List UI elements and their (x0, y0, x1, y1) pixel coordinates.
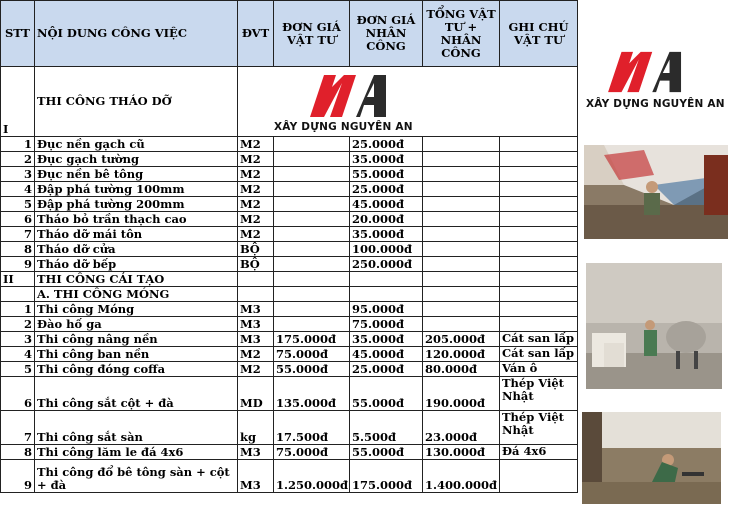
row-material-price (274, 167, 350, 182)
row-unit: M2 (238, 212, 274, 227)
row-stt: 4 (1, 347, 35, 362)
row-note (500, 137, 578, 152)
row-total (423, 197, 500, 212)
table-row (1, 302, 578, 317)
row-note (500, 257, 578, 272)
row-material-price (274, 302, 350, 317)
row-labor-price: 175.000đ (350, 460, 423, 493)
row-note (500, 242, 578, 257)
row-unit: M2 (238, 227, 274, 242)
row-total: 1.400.000đ (423, 460, 500, 493)
table-row (1, 445, 578, 460)
row-material-price: 75.000đ (274, 445, 350, 460)
row-stt: 5 (1, 362, 35, 377)
row-labor-price: 55.000đ (350, 167, 423, 182)
row-note (500, 317, 578, 332)
row-material-price (274, 152, 350, 167)
table-row (1, 197, 578, 212)
row-material-price (274, 182, 350, 197)
row-total (423, 242, 500, 257)
row-name: Đào hố ga (35, 317, 238, 332)
row-material-price (274, 227, 350, 242)
header-stt: STT (1, 1, 35, 67)
row-name: Thi công đổ bê tông sàn + cột + đà (35, 460, 238, 493)
row-unit: kg (238, 411, 274, 445)
row-name: Thi công Móng (35, 302, 238, 317)
row-name: Thi công đóng coffa (35, 362, 238, 377)
header-note: GHI CHÚ VẬT TƯ (500, 1, 578, 67)
row-stt: 9 (1, 257, 35, 272)
row-labor-price: 35.000đ (350, 227, 423, 242)
row-labor-price: 25.000đ (350, 362, 423, 377)
logo-cell (238, 67, 578, 137)
row-name: Đập phá tường 100mm (35, 182, 238, 197)
header-row (1, 1, 578, 67)
row-total (423, 167, 500, 182)
row-unit: BỘ (238, 257, 274, 272)
header-content: NỘI DUNG CÔNG VIỆC (35, 1, 238, 67)
row-labor-price: 35.000đ (350, 152, 423, 167)
row-note (500, 302, 578, 317)
row-stt: 6 (1, 212, 35, 227)
row-material-price (274, 257, 350, 272)
row-name: Tháo dỡ mái tôn (35, 227, 238, 242)
row-material-price (274, 212, 350, 227)
row-note: Cát san lấp (500, 347, 578, 362)
row-total: 23.000đ (423, 411, 500, 445)
row-stt: 5 (1, 197, 35, 212)
row-material-price (274, 137, 350, 152)
row-material-price: 75.000đ (274, 347, 350, 362)
row-labor-price: 250.000đ (350, 257, 423, 272)
row-unit: M3 (238, 445, 274, 460)
row-labor-price: 55.000đ (350, 377, 423, 411)
row-stt: 6 (1, 377, 35, 411)
row-name: Thi công sắt sàn (35, 411, 238, 445)
row-material-price (274, 242, 350, 257)
row-note (500, 182, 578, 197)
row-material-price: 17.500đ (274, 411, 350, 445)
row-total: 130.000đ (423, 445, 500, 460)
row-unit: M2 (238, 347, 274, 362)
header-material-price: ĐƠN GIÁ VẬT TƯ (274, 1, 350, 67)
row-unit: M3 (238, 332, 274, 347)
row-labor-price: 45.000đ (350, 347, 423, 362)
row-labor-price: 45.000đ (350, 197, 423, 212)
row-stt: 2 (1, 152, 35, 167)
section-title-text: THI CÔNG THÁO DỠ (37, 94, 172, 108)
row-note (500, 460, 578, 493)
row-note: Thép Việt Nhật (500, 377, 578, 411)
table-row (1, 362, 578, 377)
row-material-price (274, 197, 350, 212)
table-row (1, 152, 578, 167)
row-total (423, 182, 500, 197)
row-stt: 7 (1, 411, 35, 445)
table-row (1, 411, 578, 445)
row-note: Thép Việt Nhật (500, 411, 578, 445)
row-labor-price: 55.000đ (350, 445, 423, 460)
section-roman: II (1, 272, 35, 287)
row-name: Thi công nâng nền (35, 332, 238, 347)
row-total (423, 212, 500, 227)
brand-name-text: XÂY DỰNG NGUYÊN AN (274, 121, 413, 133)
row-name: Thi công ban nền (35, 347, 238, 362)
row-material-price: 135.000đ (274, 377, 350, 411)
table-row (1, 242, 578, 257)
row-stt: 3 (1, 167, 35, 182)
row-name: Thi công sắt cột + đà (35, 377, 238, 411)
row-total (423, 317, 500, 332)
row-total (423, 152, 500, 167)
table-row (1, 347, 578, 362)
row-unit: M2 (238, 197, 274, 212)
table-row (1, 257, 578, 272)
row-stt: 7 (1, 227, 35, 242)
row-name: Đục nền bê tông (35, 167, 238, 182)
row-name: Tháo bỏ trần thạch cao (35, 212, 238, 227)
brand-logo-icon (302, 71, 422, 121)
row-stt: 2 (1, 317, 35, 332)
row-stt: 9 (1, 460, 35, 493)
row-name: Tháo dỡ bếp (35, 257, 238, 272)
row-name: Đục nền gạch cũ (35, 137, 238, 152)
table-row (1, 137, 578, 152)
row-total: 120.000đ (423, 347, 500, 362)
row-unit: M2 (238, 167, 274, 182)
row-unit: M2 (238, 182, 274, 197)
row-stt: 8 (1, 445, 35, 460)
row-unit: M2 (238, 362, 274, 377)
row-stt: 1 (1, 302, 35, 317)
header-unit: ĐVT (238, 1, 274, 67)
demolition-photo (584, 145, 728, 239)
row-stt: 4 (1, 182, 35, 197)
brand-logo-icon (598, 48, 718, 96)
row-unit: BỘ (238, 242, 274, 257)
header-total: TỔNG VẬT TƯ + NHÂN CÔNG (423, 1, 500, 67)
row-unit: M3 (238, 317, 274, 332)
table-row (1, 460, 578, 493)
row-total (423, 257, 500, 272)
table-row (1, 167, 578, 182)
row-unit: M3 (238, 302, 274, 317)
section-row (1, 272, 578, 287)
construction-photo (586, 263, 722, 389)
table-row (1, 377, 578, 411)
row-total (423, 302, 500, 317)
row-labor-price: 20.000đ (350, 212, 423, 227)
row-total: 205.000đ (423, 332, 500, 347)
row-note: Đá 4x6 (500, 445, 578, 460)
row-name: Đập phá tường 200mm (35, 197, 238, 212)
row-note (500, 167, 578, 182)
subsection-row (1, 287, 578, 302)
section-row (1, 67, 578, 137)
row-total: 80.000đ (423, 362, 500, 377)
row-material-price: 1.250.000đ (274, 460, 350, 493)
row-stt: 8 (1, 242, 35, 257)
row-total: 190.000đ (423, 377, 500, 411)
brand-logo-block (584, 48, 734, 118)
row-note (500, 227, 578, 242)
row-unit: M2 (238, 152, 274, 167)
section-roman: I (1, 67, 35, 137)
row-name: Đục gạch tường (35, 152, 238, 167)
row-stt: 1 (1, 137, 35, 152)
row-unit: MD (238, 377, 274, 411)
table-row (1, 317, 578, 332)
row-unit: M2 (238, 137, 274, 152)
row-labor-price: 25.000đ (350, 137, 423, 152)
row-material-price: 55.000đ (274, 362, 350, 377)
section-title: THI CÔNG CẢI TẠO (35, 272, 238, 287)
row-labor-price: 95.000đ (350, 302, 423, 317)
table-row (1, 227, 578, 242)
row-note (500, 212, 578, 227)
row-labor-price: 75.000đ (350, 317, 423, 332)
row-material-price: 175.000đ (274, 332, 350, 347)
table-row (1, 212, 578, 227)
row-name: Thi công lăm le đá 4x6 (35, 445, 238, 460)
worker-photo (582, 412, 721, 504)
row-labor-price: 25.000đ (350, 182, 423, 197)
row-total (423, 137, 500, 152)
header-labor-price: ĐƠN GIÁ NHÂN CÔNG (350, 1, 423, 67)
row-total (423, 227, 500, 242)
row-stt: 3 (1, 332, 35, 347)
brand-name-text: XÂY DỰNG NGUYÊN AN (586, 98, 725, 110)
row-note (500, 152, 578, 167)
row-labor-price: 5.500đ (350, 411, 423, 445)
row-unit: M3 (238, 460, 274, 493)
row-labor-price: 100.000đ (350, 242, 423, 257)
row-note: Cát san lấp (500, 332, 578, 347)
row-name: Tháo dỡ cửa (35, 242, 238, 257)
row-material-price (274, 317, 350, 332)
section-title (35, 67, 238, 137)
table-row (1, 332, 578, 347)
subsection-title: A. THI CÔNG MÓNG (35, 287, 238, 302)
table-row (1, 182, 578, 197)
row-note (500, 197, 578, 212)
row-labor-price: 35.000đ (350, 332, 423, 347)
row-note: Ván ô (500, 362, 578, 377)
